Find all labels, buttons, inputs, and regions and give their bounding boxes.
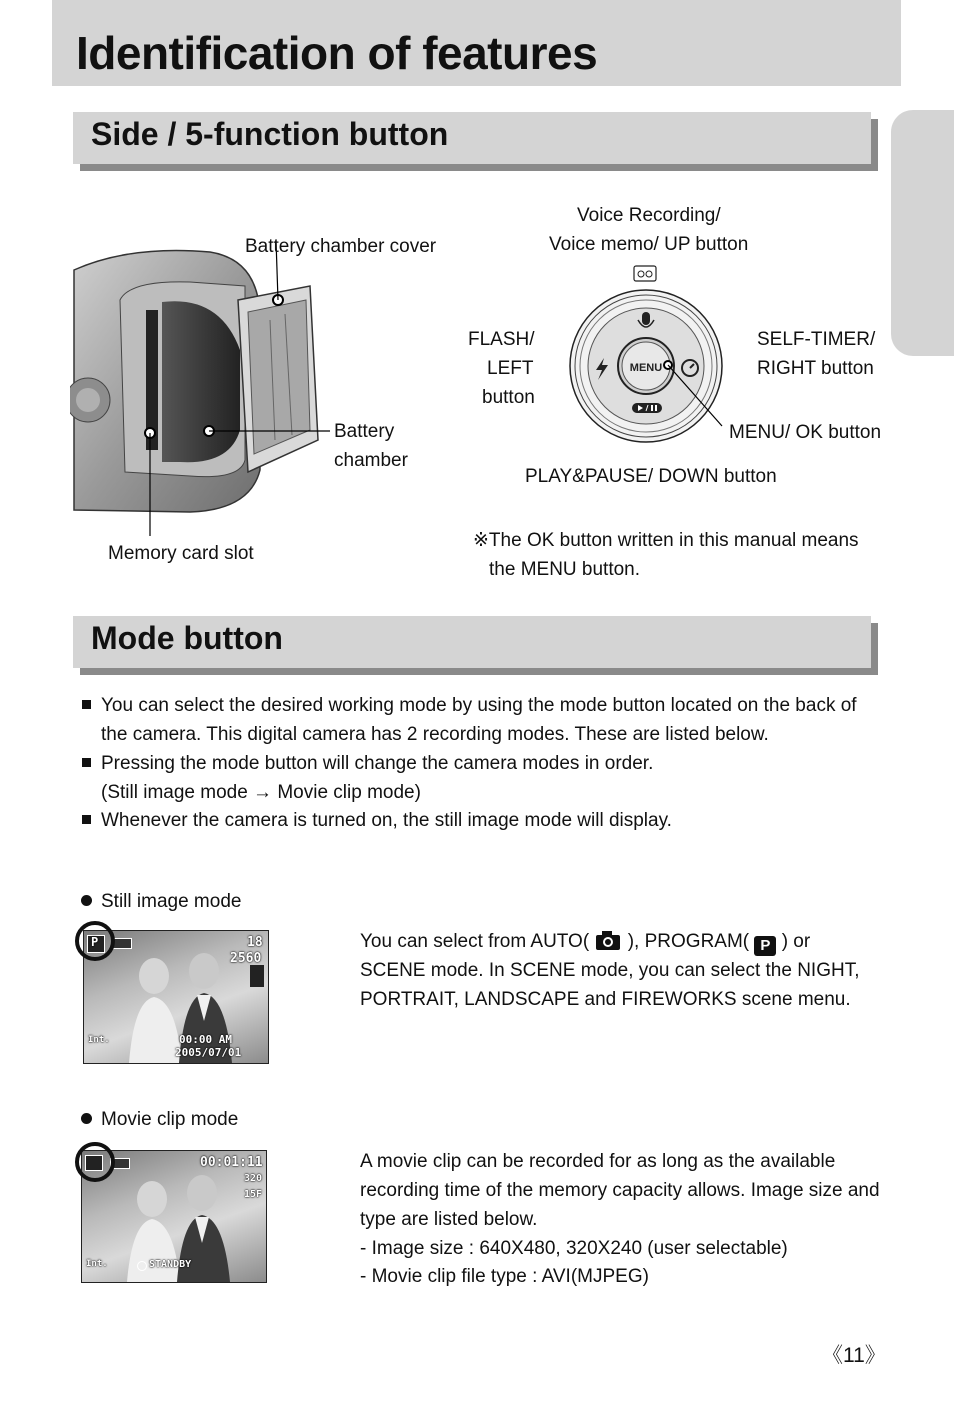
bullet-square-icon [82, 815, 91, 824]
menu-ok-label: MENU/ OK button [729, 422, 882, 443]
left-button-label-3: button [482, 387, 535, 408]
bullet-dot-icon [81, 1113, 92, 1124]
mode-highlight-circle [75, 921, 115, 961]
program-icon: P [754, 936, 776, 956]
bullet-dot-icon [81, 895, 92, 906]
left-button-label: FLASH/ [468, 329, 535, 350]
microphone-icon [642, 312, 650, 325]
voice-memo-icon [634, 266, 656, 281]
movie-desc-line: A movie clip can be recorded for as long as the available [360, 1151, 836, 1172]
movie-desc-line: - Image size : 640X480, 320X240 (user selectable) [360, 1238, 788, 1259]
ok-note: ※The OK button written in this manual means [473, 530, 859, 551]
bullet-item: Whenever the camera is turned on, the still image mode will display. [82, 806, 672, 835]
left-button-label-2: LEFT [487, 358, 534, 379]
date-stamp: 2005/07/01 [175, 1046, 242, 1059]
movie-size: 320 [244, 1173, 263, 1184]
standby-status: STANDBY [149, 1259, 192, 1270]
right-button-label: SELF-TIMER/ [757, 329, 876, 350]
time-stamp: 00:00 AM [179, 1033, 232, 1046]
side-section-heading: Side / 5-function button [91, 116, 449, 152]
mode-letter: P [91, 935, 99, 949]
ok-note-2: the MENU button. [489, 559, 641, 580]
camera-icon [594, 929, 622, 951]
up-button-label-2: Voice memo/ UP button [549, 234, 749, 255]
page-title: Identification of features [76, 27, 598, 79]
still-desc-line3: PORTRAIT, LANDSCAPE and FIREWORKS scene menu. [360, 989, 851, 1010]
shot-count: 18 [247, 935, 263, 950]
memory-icon: Int. [86, 1259, 108, 1269]
still-desc-line1: You can select from AUTO( ), PROGRAM( P ) or [360, 931, 811, 954]
battery-chamber-label: Battery [334, 421, 395, 442]
down-button-label: PLAY&PAUSE/ DOWN button [525, 466, 777, 487]
bullet-item-cont: (Still image mode → Movie clip mode) [101, 782, 421, 803]
right-button-label-2: RIGHT button [757, 358, 874, 379]
menu-center-label: MENU [629, 362, 663, 374]
movie-desc-line: type are listed below. [360, 1209, 538, 1230]
side-tab [891, 110, 954, 356]
movie-mode-label: Movie clip mode [81, 1105, 238, 1134]
bullet-item-cont: the camera. This digital camera has 2 recording modes. These are listed below. [101, 724, 769, 745]
standby-icon [137, 1261, 147, 1271]
camera-battery-illustration [70, 240, 450, 540]
mode-highlight-circle [75, 1142, 115, 1182]
up-button-label: Voice Recording/ [577, 205, 721, 226]
mode-section-heading: Mode button [91, 620, 283, 656]
movie-desc-line: recording time of the memory capacity allows. Image size and [360, 1180, 880, 1201]
bullet-square-icon [82, 700, 91, 709]
still-mode-label: Still image mode [81, 887, 241, 916]
battery-chamber-label-2: chamber [334, 450, 408, 471]
memory-card-slot-label: Memory card slot [108, 543, 254, 564]
still-desc-line2: SCENE mode. In SCENE mode, you can select the NIGHT, [360, 960, 860, 981]
bullet-square-icon [82, 758, 91, 767]
five-function-dial [560, 262, 735, 452]
record-time: 00:01:11 [200, 1155, 263, 1170]
movie-desc-line: - Movie clip file type : AVI(MJPEG) [360, 1266, 649, 1287]
bullet-item: You can select the desired working mode by using the mode button located on the back of [82, 691, 857, 720]
image-size: 2560 [230, 951, 262, 966]
battery-icon [112, 938, 132, 949]
frame-rate: 15F [244, 1189, 263, 1200]
bullet-item: Pressing the mode button will change the camera modes in order. [82, 749, 653, 778]
page-number: 《11》 [822, 1344, 886, 1367]
battery-cover-label: Battery chamber cover [245, 236, 437, 257]
memory-icon: Int. [88, 1035, 110, 1045]
